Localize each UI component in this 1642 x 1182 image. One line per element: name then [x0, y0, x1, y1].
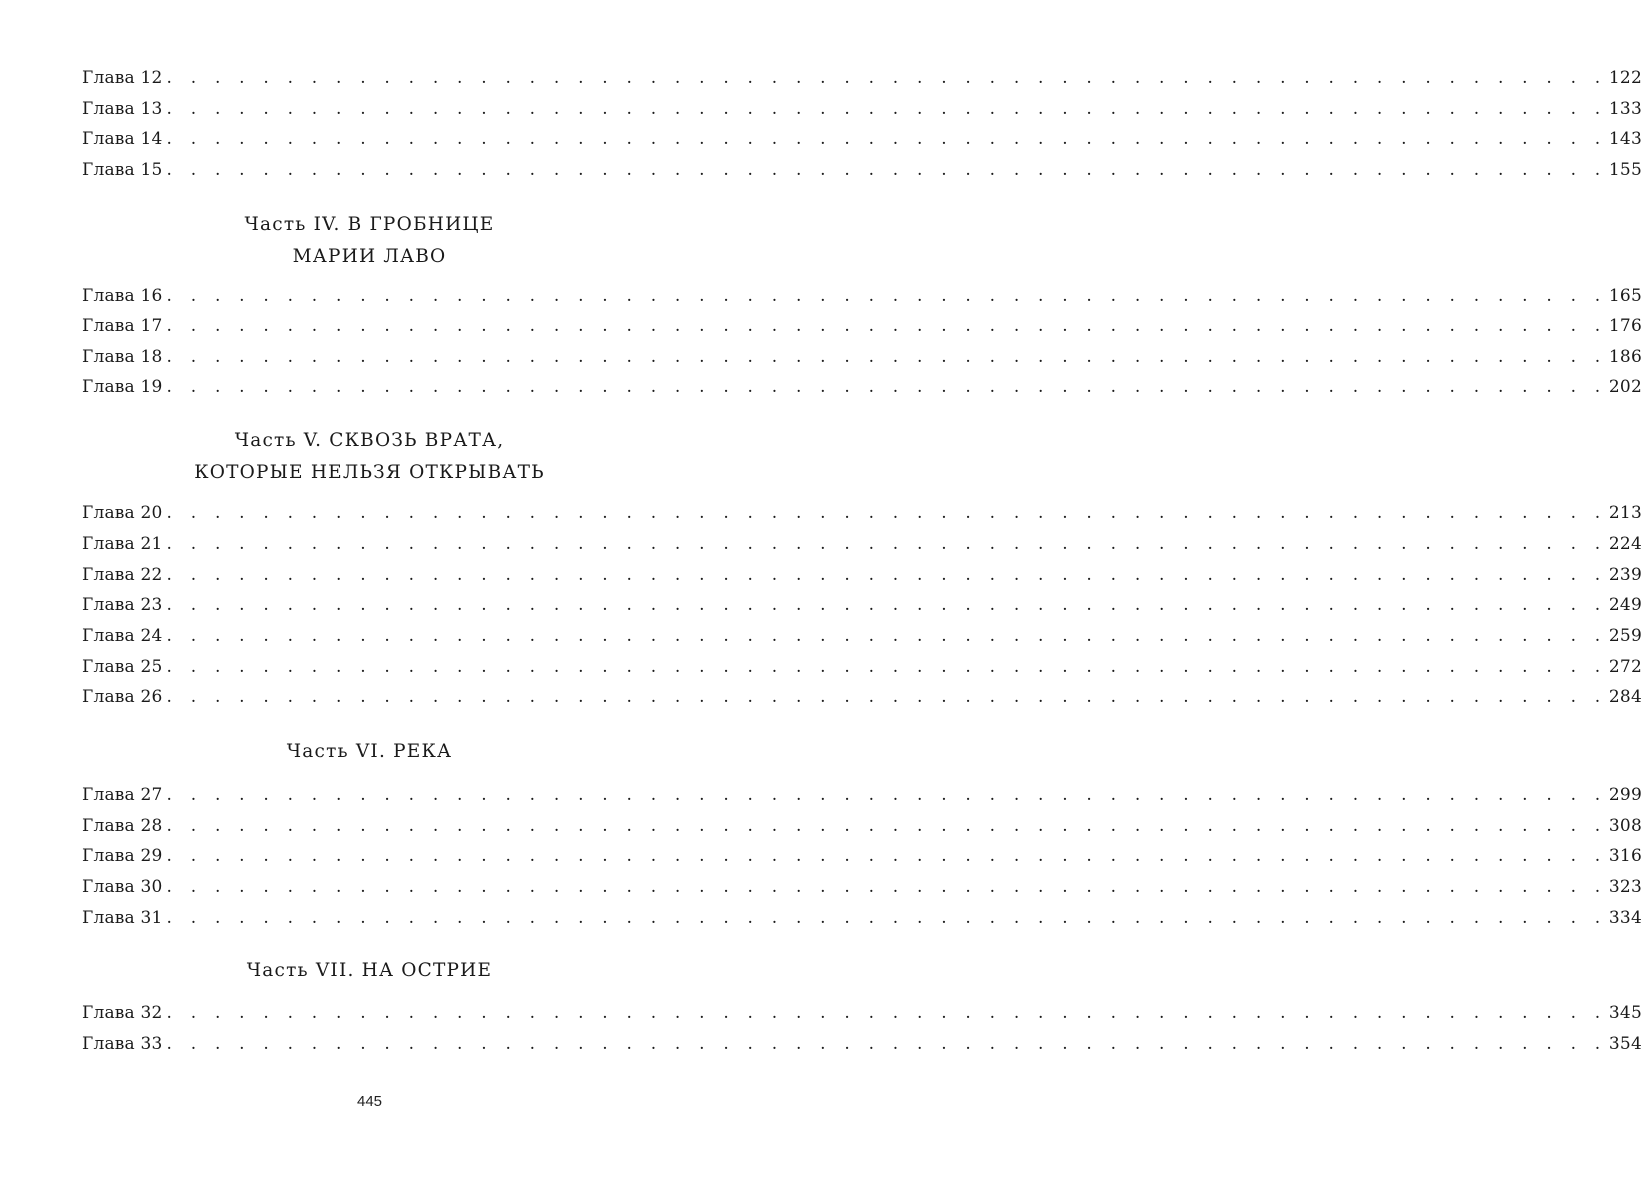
chapter-page-number: 272	[1608, 657, 1642, 677]
chapter-label: Глава 32	[82, 1003, 163, 1023]
dot-leader: . . . . . . . . . . . . . . . . . . . . . . . . . . . . . . . . . . . . . . . . . . . . . . . . . . . . . . . . . . . .	[166, 816, 1607, 836]
toc-entry	[82, 499, 1642, 527]
toc-entry	[82, 812, 1642, 840]
chapter-label: Глава 12	[82, 68, 163, 88]
dot-leader: . . . . . . . . . . . . . . . . . . . . . . . . . . . . . . . . . . . . . . . . . . . . . . . . . . . . . . . . . . . .	[166, 595, 1607, 615]
chapter-page-number: 354	[1608, 1034, 1642, 1054]
chapter-label: Глава 31	[82, 908, 163, 928]
chapter-label: Глава 27	[82, 785, 163, 805]
dot-leader: . . . . . . . . . . . . . . . . . . . . . . . . . . . . . . . . . . . . . . . . . . . . . . . . . . . . . . . . . . . .	[166, 129, 1607, 149]
toc-entry	[82, 683, 1642, 711]
part-heading-line: Часть VI. РЕКА	[286, 741, 453, 762]
dot-leader: . . . . . . . . . . . . . . . . . . . . . . . . . . . . . . . . . . . . . . . . . . . . . . . . . . . . . . . . . . . .	[166, 1003, 1607, 1023]
chapter-page-number: 202	[1608, 377, 1642, 397]
toc-entry	[82, 156, 1642, 184]
chapter-label: Глава 30	[82, 877, 163, 897]
chapter-label: Глава 23	[82, 595, 163, 615]
part-heading-line: Часть IV. В ГРОБНИЦЕ	[244, 214, 495, 235]
chapter-label: Глава 13	[82, 99, 163, 119]
dot-leader: . . . . . . . . . . . . . . . . . . . . . . . . . . . . . . . . . . . . . . . . . . . . . . . . . . . . . . . . . . . .	[166, 534, 1607, 554]
dot-leader: . . . . . . . . . . . . . . . . . . . . . . . . . . . . . . . . . . . . . . . . . . . . . . . . . . . . . . . . . . . .	[166, 785, 1607, 805]
dot-leader: . . . . . . . . . . . . . . . . . . . . . . . . . . . . . . . . . . . . . . . . . . . . . . . . . . . . . . . . . . . .	[166, 68, 1607, 88]
chapter-page-number: 133	[1608, 99, 1642, 119]
chapter-label: Глава 26	[82, 687, 163, 707]
chapter-page-number: 176	[1608, 316, 1642, 336]
toc-entry	[82, 561, 1642, 589]
chapter-label: Глава 14	[82, 129, 163, 149]
dot-leader: . . . . . . . . . . . . . . . . . . . . . . . . . . . . . . . . . . . . . . . . . . . . . . . . . . . . . . . . . . . .	[166, 347, 1607, 367]
toc-entry	[82, 282, 1642, 310]
dot-leader: . . . . . . . . . . . . . . . . . . . . . . . . . . . . . . . . . . . . . . . . . . . . . . . . . . . . . . . . . . . .	[166, 687, 1607, 707]
chapter-page-number: 299	[1608, 785, 1642, 805]
dot-leader: . . . . . . . . . . . . . . . . . . . . . . . . . . . . . . . . . . . . . . . . . . . . . . . . . . . . . . . . . . . .	[166, 846, 1607, 866]
dot-leader: . . . . . . . . . . . . . . . . . . . . . . . . . . . . . . . . . . . . . . . . . . . . . . . . . . . . . . . . . . . .	[166, 99, 1607, 119]
dot-leader: . . . . . . . . . . . . . . . . . . . . . . . . . . . . . . . . . . . . . . . . . . . . . . . . . . . . . . . . . . . .	[166, 286, 1607, 306]
chapter-label: Глава 18	[82, 347, 163, 367]
part-heading	[0, 425, 739, 489]
toc-entry	[82, 904, 1642, 932]
chapter-label: Глава 17	[82, 316, 163, 336]
chapter-label: Глава 20	[82, 503, 163, 523]
chapter-page-number: 143	[1608, 129, 1642, 149]
toc-entry	[82, 125, 1642, 153]
chapter-page-number: 308	[1608, 816, 1642, 836]
page-number: 445	[356, 1093, 383, 1110]
toc-entry	[82, 781, 1642, 809]
toc-entry	[82, 999, 1642, 1027]
toc-entry	[82, 64, 1642, 92]
chapter-label: Глава 21	[82, 534, 163, 554]
dot-leader: . . . . . . . . . . . . . . . . . . . . . . . . . . . . . . . . . . . . . . . . . . . . . . . . . . . . . . . . . . . .	[166, 503, 1607, 523]
chapter-page-number: 155	[1608, 160, 1642, 180]
chapter-label: Глава 16	[82, 286, 163, 306]
part-heading-line: КОТОРЫЕ НЕЛЬЗЯ ОТКРЫВАТЬ	[194, 462, 545, 483]
dot-leader: . . . . . . . . . . . . . . . . . . . . . . . . . . . . . . . . . . . . . . . . . . . . . . . . . . . . . . . . . . . .	[166, 657, 1607, 677]
toc-entry	[82, 653, 1642, 681]
toc-entry	[82, 343, 1642, 371]
toc-entry	[82, 373, 1642, 401]
chapter-page-number: 122	[1608, 68, 1642, 88]
chapter-page-number: 259	[1608, 626, 1642, 646]
chapter-page-number: 284	[1608, 687, 1642, 707]
chapter-label: Глава 22	[82, 565, 163, 585]
chapter-label: Глава 29	[82, 846, 163, 866]
dot-leader: . . . . . . . . . . . . . . . . . . . . . . . . . . . . . . . . . . . . . . . . . . . . . . . . . . . . . . . . . . . .	[166, 377, 1607, 397]
toc-entry	[82, 530, 1642, 558]
dot-leader: . . . . . . . . . . . . . . . . . . . . . . . . . . . . . . . . . . . . . . . . . . . . . . . . . . . . . . . . . . . .	[166, 1034, 1607, 1054]
dot-leader: . . . . . . . . . . . . . . . . . . . . . . . . . . . . . . . . . . . . . . . . . . . . . . . . . . . . . . . . . . . .	[166, 626, 1607, 646]
chapter-label: Глава 19	[82, 377, 163, 397]
chapter-page-number: 316	[1608, 846, 1642, 866]
toc-entry	[82, 842, 1642, 870]
dot-leader: . . . . . . . . . . . . . . . . . . . . . . . . . . . . . . . . . . . . . . . . . . . . . . . . . . . . . . . . . . . .	[166, 565, 1607, 585]
chapter-page-number: 249	[1608, 595, 1642, 615]
chapter-page-number: 224	[1608, 534, 1642, 554]
part-heading	[0, 736, 739, 768]
part-heading	[0, 955, 739, 987]
chapter-page-number: 239	[1608, 565, 1642, 585]
toc-entry	[82, 1030, 1642, 1058]
chapter-page-number: 334	[1608, 908, 1642, 928]
chapter-label: Глава 24	[82, 626, 163, 646]
chapter-label: Глава 28	[82, 816, 163, 836]
part-heading-line: Часть VII. НА ОСТРИЕ	[246, 960, 493, 981]
dot-leader: . . . . . . . . . . . . . . . . . . . . . . . . . . . . . . . . . . . . . . . . . . . . . . . . . . . . . . . . . . . .	[166, 908, 1607, 928]
chapter-page-number: 186	[1608, 347, 1642, 367]
chapter-label: Глава 25	[82, 657, 163, 677]
dot-leader: . . . . . . . . . . . . . . . . . . . . . . . . . . . . . . . . . . . . . . . . . . . . . . . . . . . . . . . . . . . .	[166, 316, 1607, 336]
toc-entry	[82, 873, 1642, 901]
toc-entry	[82, 591, 1642, 619]
chapter-page-number: 323	[1608, 877, 1642, 897]
toc-entry	[82, 622, 1642, 650]
chapter-page-number: 165	[1608, 286, 1642, 306]
toc-entry	[82, 312, 1642, 340]
part-heading-line: МАРИИ ЛАВО	[292, 246, 447, 267]
part-heading	[0, 209, 739, 273]
chapter-page-number: 345	[1608, 1003, 1642, 1023]
dot-leader: . . . . . . . . . . . . . . . . . . . . . . . . . . . . . . . . . . . . . . . . . . . . . . . . . . . . . . . . . . . .	[166, 160, 1607, 180]
dot-leader: . . . . . . . . . . . . . . . . . . . . . . . . . . . . . . . . . . . . . . . . . . . . . . . . . . . . . . . . . . . .	[166, 877, 1607, 897]
chapter-page-number: 213	[1608, 503, 1642, 523]
chapter-label: Глава 15	[82, 160, 163, 180]
part-heading-line: Часть V. СКВОЗЬ ВРАТА,	[234, 430, 505, 451]
toc-entry	[82, 95, 1642, 123]
chapter-label: Глава 33	[82, 1034, 163, 1054]
